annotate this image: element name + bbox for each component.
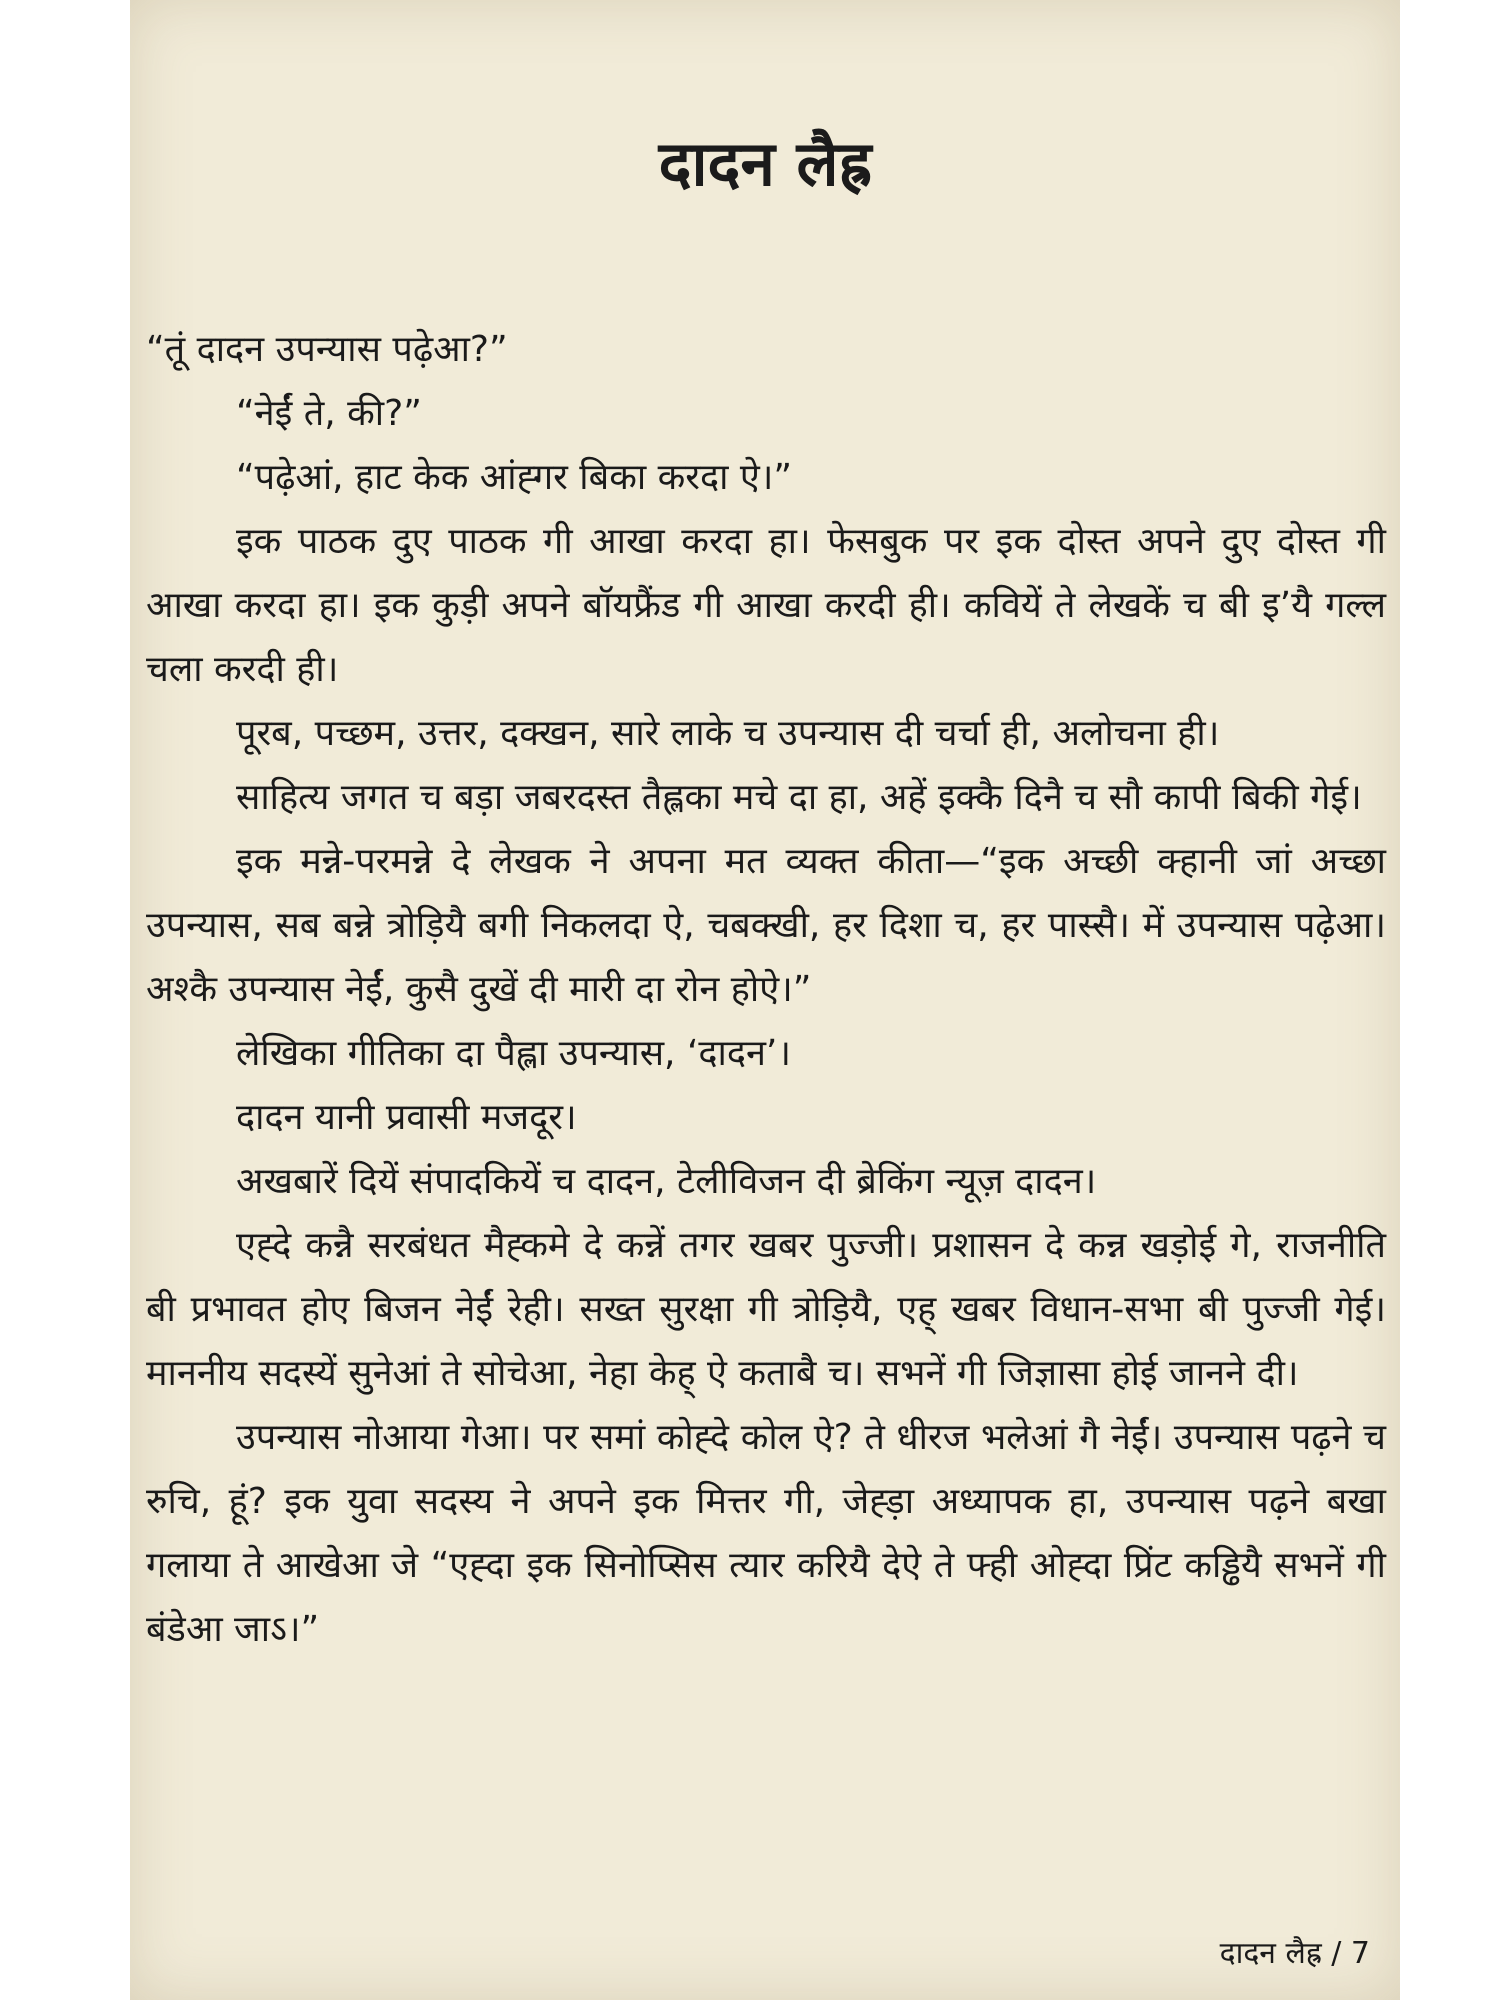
paragraph: साहित्य जगत च बड़ा जबरदस्त तैह्लका मचे दा हा, अहें इक्कै दिनै च सौ कापी बिकी गेई। (236, 777, 1362, 818)
paragraph: लेखिका गीतिका दा पैह्ला उपन्यास, ‘दादन’। (236, 1033, 792, 1074)
paragraph: एह्दे कन्नै सरबंधत मैह्कमे दे कन्नें तगर खबर पुज्जी। प्रशासन दे कन्न खड़ोई गे, राजनीति बी प्रभावत होए बिजन नेईं रेही। सख्त सुरक्षा गी त्रोड़ियै, एह् खबर विधान-सभा बी पुज्जी गेई। माननीय सदस्यें सुनेआं ते सोचेआ, नेहा केह् ऐ कताबै च। सभनें गी जिज्ञासा होई जानने दी। (146, 1225, 1386, 1394)
paragraph: उपन्यास नोआया गेआ। पर समां कोह्दे कोल ऐ? ते धीरज भलेआं गै नेईं। उपन्यास पढ़ने च रुचि, हूं? इक युवा सदस्य ने अपने इक मित्तर गी, जेह्ड़ा अध्यापक हा, उपन्यास पढ़ने बखा गलाया ते आखेआ जे “एह्दा इक सिनोप्सिस त्यार करियै देऐ ते फ्ही ओह्दा प्रिंट कड्ढियै सभनें गी बंडेआ जाऽ।” (146, 1417, 1386, 1650)
book-page (130, 0, 1400, 2000)
paragraph: “नेईं ते, की?” (236, 393, 422, 434)
page-footer: दादन लैह्र / 7 (1219, 1936, 1370, 1971)
paragraph: इक पाठक दुए पाठक गी आखा करदा हा। फेसबुक पर इक दोस्त अपने दुए दोस्त गी आखा करदा हा। इक कुड़ी अपने बॉयफ्रैंड गी आखा करदी ही। कवियें ते लेखकें च बी इ’यै गल्ल चला करदी ही। (146, 521, 1386, 690)
paragraph: दादन यानी प्रवासी मजदूर। (236, 1097, 577, 1138)
paragraph: “तूं दादन उपन्यास पढ़ेआ?” (146, 329, 508, 370)
paragraph: “पढ़ेआं, हाट केक आंह्गर बिका करदा ऐ।” (236, 457, 793, 498)
paragraph: पूरब, पच्छम, उत्तर, दक्खन, सारे लाके च उपन्यास दी चर्चा ही, अलोचना ही। (236, 713, 1220, 754)
paragraph: इक मन्ने-परमन्ने दे लेखक ने अपना मत व्यक्त कीता—“इक अच्छी क्हानी जां अच्छा उपन्यास, सब बन्ने त्रोड़ियै बगी निकलदा ऐ, चबक्खी, हर दिशा च, हर पास्सै। में उपन्यास पढ़ेआ। अश्कै उपन्यास नेईं, कुसै दुखें दी मारी दा रोन होऐ।” (146, 841, 1386, 1010)
paragraph: अखबारें दियें संपादकियें च दादन, टेलीविजन दी ब्रेकिंग न्यूज़ दादन। (236, 1161, 1097, 1202)
chapter-body (146, 318, 1386, 1662)
chapter-title: दादन लैह्र (658, 127, 872, 200)
